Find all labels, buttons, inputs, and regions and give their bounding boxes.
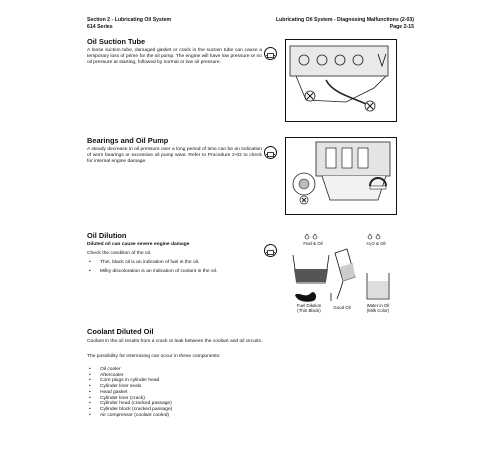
caption-fuel-dilution: Fuel Dilution (Thin Black) bbox=[296, 303, 322, 313]
coolant-title: Coolant Diluted Oil bbox=[87, 327, 154, 336]
list-item: • Thin, black oil is an indication of fuel in the oil. bbox=[87, 260, 267, 266]
list-item: • Cylinder liner seals bbox=[87, 384, 267, 390]
caption-water-in-oil: Water in Oil (Milk Color) bbox=[366, 303, 390, 313]
oil-suction-text: A loose suction tube, damaged gasket or crack in the suction tube can cause a temporary loss of prime for the oil pump. The engine will have low pressure or no oil pressure at starting, followed by normal or low oil pressure. bbox=[87, 48, 262, 65]
list-item: • Head gasket bbox=[87, 390, 267, 396]
bearings-pump-illustration bbox=[285, 137, 397, 215]
page-number: Page 2-15 bbox=[389, 23, 414, 30]
list-item: • Core plugs in cylinder head bbox=[87, 378, 267, 384]
bearings-text: A steady decrease in oil pressure over a long period of time can be an indication of worn bearings or excessive oil pump wear. Refer to Procedure 2-02 to check for internal engine damage. bbox=[87, 147, 262, 164]
caption-good-oil: Good Oil bbox=[333, 305, 351, 310]
bearings-title: Bearings and Oil Pump bbox=[87, 136, 169, 145]
engine-symbol-icon bbox=[264, 146, 277, 159]
list-item: • Cylinder liner (crack) bbox=[87, 396, 267, 402]
list-item: • Air compressor (coolant cooled) bbox=[87, 413, 267, 419]
list-item: • Cylinder block (cracked passage) bbox=[87, 407, 267, 413]
list-item: • Cylinder head (cracked passage) bbox=[87, 401, 267, 407]
oil-suction-title: Oil Suction Tube bbox=[87, 37, 146, 46]
oil-dilution-list bbox=[87, 260, 267, 275]
oil-dilution-title: Oil Dilution bbox=[87, 231, 127, 240]
series-label: 614 Series bbox=[87, 23, 113, 30]
oil-dilution-illustration bbox=[285, 233, 397, 315]
page-header bbox=[276, 17, 414, 30]
oil-dilution-intro: Check the condition of the oil. bbox=[87, 251, 152, 256]
chapter-title: Lubricating Oil System - Diagnosing Malfunctions (2-03) bbox=[275, 17, 414, 23]
section-header bbox=[87, 17, 171, 30]
coolant-component-list bbox=[87, 367, 267, 418]
water-oil-label: H₂O & Oil bbox=[366, 241, 386, 246]
coolant-text-2: The possibility for intermixing can occur in these components: bbox=[87, 354, 221, 359]
oil-dilution-warning: Diluted oil can cause severe engine damage bbox=[87, 242, 190, 247]
suction-tube-illustration bbox=[285, 39, 397, 122]
list-item: • Oil cooler bbox=[87, 367, 267, 373]
coolant-text-1: Coolant in the oil results from a crack or leak between the coolant and oil circuits. bbox=[87, 339, 263, 344]
section-title: Section 2 - Lubricating Oil System bbox=[87, 17, 172, 23]
list-item: • Milky discoloration is an indication of coolant in the oil. bbox=[87, 269, 267, 275]
engine-symbol-icon bbox=[264, 244, 277, 257]
engine-symbol-icon bbox=[264, 47, 277, 60]
list-item: • Aftercooler bbox=[87, 373, 267, 379]
fuel-oil-label: Fuel & Oil bbox=[303, 241, 323, 246]
